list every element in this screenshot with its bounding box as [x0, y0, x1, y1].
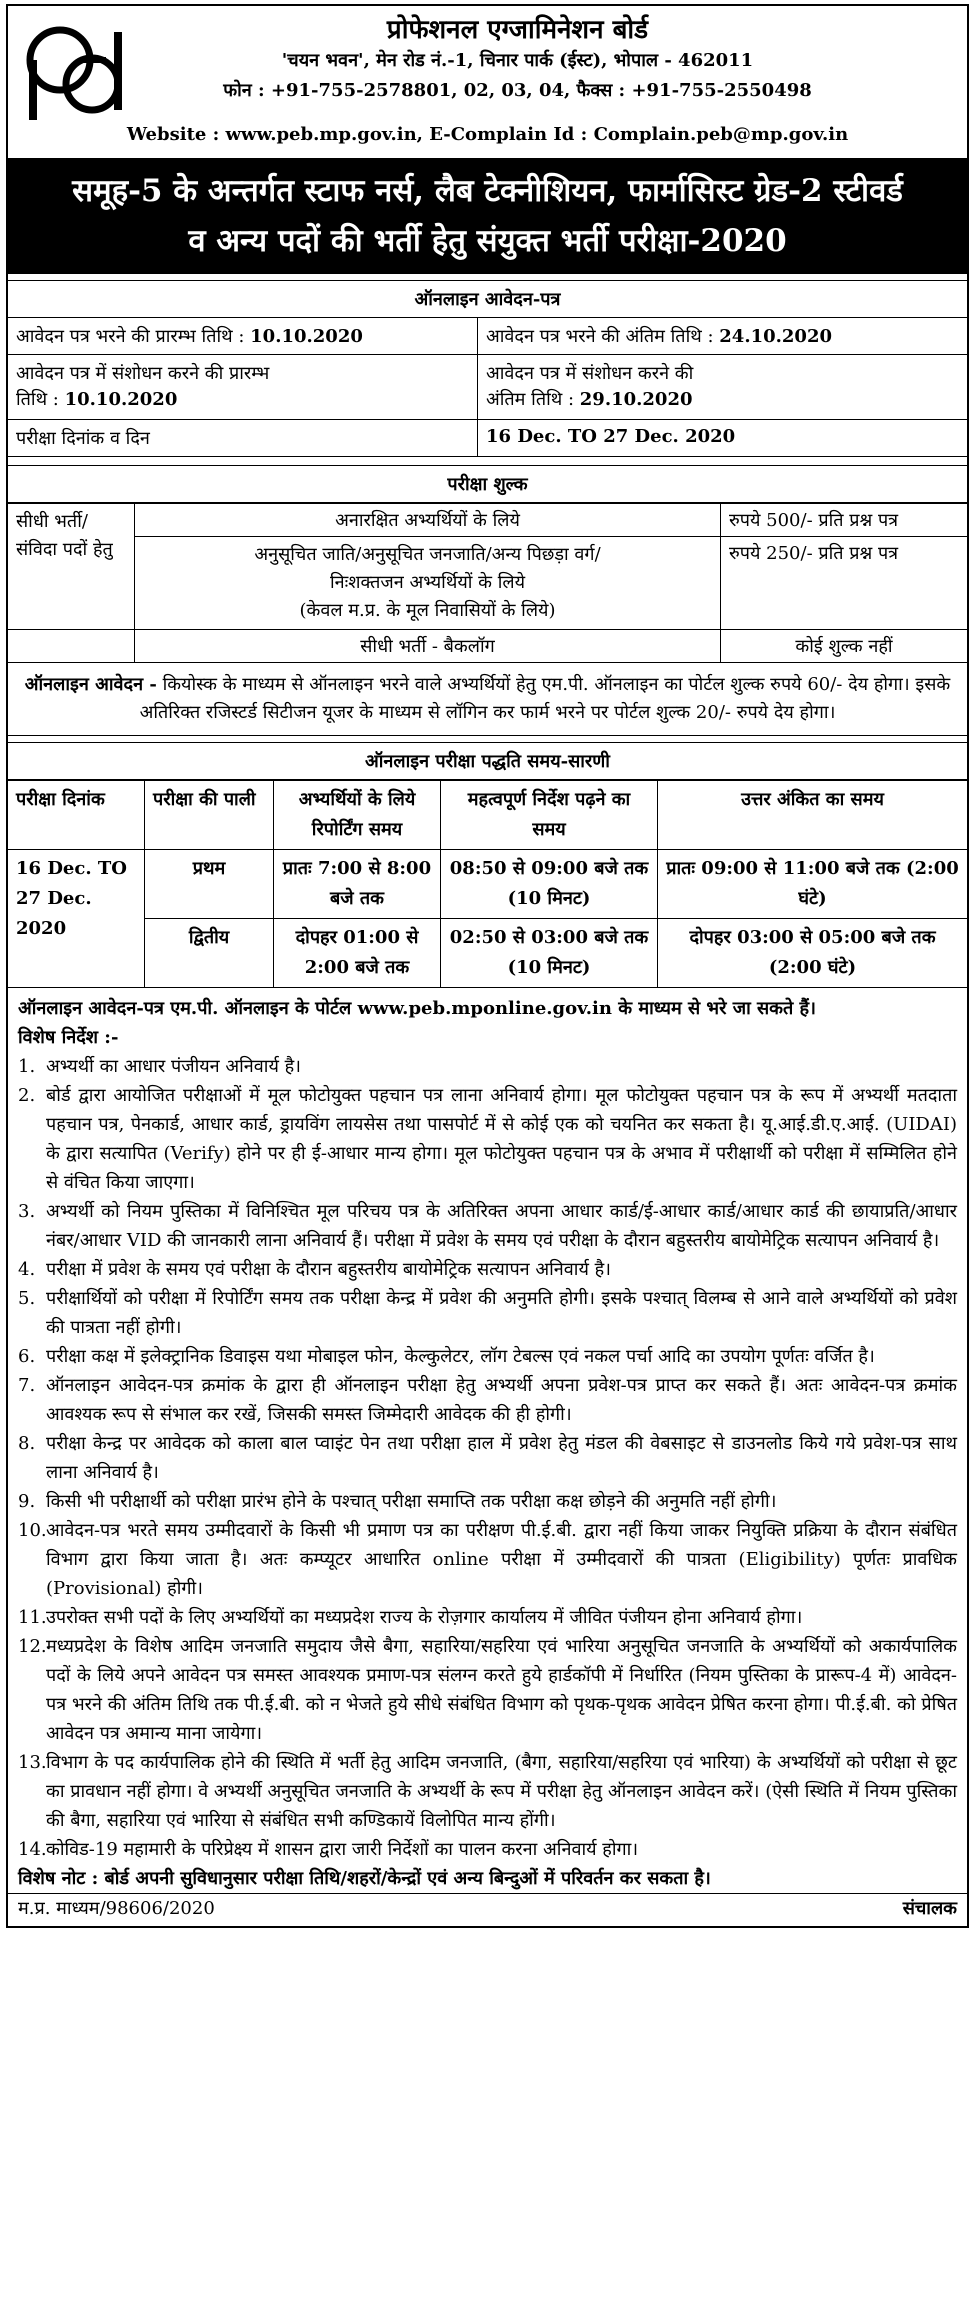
list-item [18, 1516, 957, 1603]
org-phone: फोन : +91-755-2578801, 02, 03, 04, फैक्स : +91-755-2550498 [223, 80, 812, 101]
instructions-heading: विशेष निर्देश :- [18, 1027, 119, 1048]
list-item [18, 1748, 957, 1835]
schedule-header-shift: परीक्षा की पाली [145, 781, 274, 850]
item-number: 6. [18, 1346, 36, 1367]
instructions [8, 988, 967, 1893]
portal-fee-note [8, 663, 967, 736]
list-item [18, 1081, 957, 1197]
online-form-title: ऑनलाइन आवेदन-पत्र [8, 280, 967, 318]
item-text: उपरोक्त सभी पदों के लिए अभ्यर्थियों का मध्यप्रदेश राज्य के रोज़गार कार्यालय में जीवित पंजीयन होना अनिवार्य होगा। [46, 1607, 803, 1628]
table-row [8, 850, 967, 919]
schedule-shift: द्वितीय [145, 919, 274, 988]
schedule-header-date: परीक्षा दिनांक [8, 781, 145, 850]
item-number: 3. [18, 1201, 36, 1222]
schedule-title: ऑनलाइन परीक्षा पद्धति समय-सारणी [8, 742, 967, 780]
instructions-list [18, 1052, 957, 1864]
correction-end-label-1: आवेदन पत्र में संशोधन करने की [486, 363, 694, 384]
item-text: विभाग के पद कार्यपालिक होने की स्थिति में भर्ती हेतु आदिम जनजाति, (बैगा, सहारिया/सहरिया एवं भारिया) के अभ्यर्थियों को परीक्षा से छूट का प्रावधान नहीं होगा। वे अभ्यर्थी अनुसूचित जनजाति के अभ्यर्थी के रूप में परीक्षा हेतु ऑनलाइन आवेदन करें। (ऐसी स्थिति में नियम पुस्तिका की बैगा, सहारिया एवं भारिया से संबंधित सभी कण्डिकायें विलोपित मान्य होंगी। [46, 1752, 957, 1831]
item-number: 14. [18, 1839, 47, 1860]
schedule-reporting: प्रातः 7:00 से 8:00 बजे तक [274, 850, 441, 919]
header [8, 6, 967, 160]
start-date-cell [8, 318, 478, 354]
special-note: विशेष नोट : बोर्ड अपनी सुविधानुसार परीक्षा तिथि/शहरों/केन्द्रों एवं अन्य बिन्दुओं में परिवर्तन कर सकता है। [18, 1868, 711, 1889]
start-date-value: 10.10.2020 [250, 326, 363, 347]
schedule-answer: प्रातः 09:00 से 11:00 बजे तक (2:00 घंटे) [658, 850, 968, 919]
table-row [8, 919, 967, 988]
exam-date-row [8, 420, 967, 457]
fee-backlog-value: कोई शुल्क नहीं [721, 630, 968, 663]
exam-date-value: 16 Dec. TO 27 Dec. 2020 [486, 426, 736, 447]
item-number: 12. [18, 1636, 47, 1657]
correction-dates-row [8, 355, 967, 420]
schedule-shift: प्रथम [145, 850, 274, 919]
schedule-header-reporting: अभ्यर्थियों के लिये रिपोर्टिंग समय [274, 781, 441, 850]
item-text: अभ्यर्थी को नियम पुस्तिका में विनिश्चित मूल परिचय पत्र के अतिरिक्त अपना आधार कार्ड/ई-आधार कार्ड/आधार कार्ड की छायाप्रति/आधार नंबर/आधार VID की जानकारी लाना अनिवार्य हैं। परीक्षा में प्रवेश के समय एवं परीक्षा के दौरान बहुस्तरीय बायोमेट्रिक सत्यापन अनिवार्य है। [46, 1201, 957, 1251]
fee-reserved-line-1: अनुसूचित जाति/अनुसूचित जनजाति/अन्य पिछड़ा वर्ग/ [254, 544, 601, 565]
end-date-value: 24.10.2020 [719, 326, 832, 347]
banner-line-2: व अन्य पदों की भर्ती हेतु संयुक्त भर्ती परीक्षा-2020 [188, 223, 787, 259]
footer-ref: म.प्र. माध्यम/98606/2020 [18, 1898, 215, 1919]
org-name: प्रोफेशनल एग्जामिनेशन बोर्ड [386, 15, 649, 45]
correction-start-label-1: आवेदन पत्र में संशोधन करने की प्रारम्भ [16, 363, 270, 384]
item-text: ऑनलाइन आवेदन-पत्र क्रमांक के द्वारा ही ऑनलाइन परीक्षा हेतु अभ्यर्थी अपना प्रवेश-पत्र प्राप्त कर सकते हैं। अतः आवेदन-पत्र क्रमांक आवश्यक रूप से संभाल कर रखें, जिसकी समस्त जिम्मेदारी आवेदक की ही होगी। [46, 1375, 957, 1425]
list-item [18, 1429, 957, 1487]
form-dates-row [8, 318, 967, 355]
correction-start-value: 10.10.2020 [64, 389, 178, 410]
fee-general-value: रुपये 500/- प्रति प्रश्न पत्र [721, 504, 968, 537]
exam-title-banner [8, 160, 967, 274]
item-text: मध्यप्रदेश के विशेष आदिम जनजाति समुदाय जैसे बैगा, सहारिया/सहरिया एवं भारिया अनुसूचित जनजाति के अभ्यर्थियों को अकार्यपालिक पदों के लिये अपने आवेदन पत्र समस्त आवश्यक प्रमाण-पत्र संलग्न करते हुये हार्डकॉपी में निर्धारित (नियम पुस्तिका के प्रारूप-4 में) आवेदन-पत्र भरने की अंतिम तिथि तक पी.ई.बी. को न भेजते हुये सीधे संबंधित विभाग को पृथक-पृथक आवेदन प्रेषित करना होगा। पी.ई.बी. को प्रेषित आवेदन पत्र अमान्य माना जायेगा। [46, 1636, 957, 1744]
fee-backlog-blank [8, 630, 135, 663]
exam-date-label: परीक्षा दिनांक व दिन [8, 420, 478, 456]
correction-end-cell [478, 355, 967, 419]
item-text: अभ्यर्थी का आधार पंजीयन अनिवार्य है। [46, 1056, 301, 1077]
schedule-instructions: 08:50 से 09:00 बजे तक (10 मिनट) [441, 850, 658, 919]
fee-backlog-label: सीधी भर्ती - बैकलॉग [135, 630, 721, 663]
footer [8, 1893, 967, 1926]
portal-note-text: कियोस्क के माध्यम से ऑनलाइन भरने वाले अभ्यर्थियों हेतु एम.पी. ऑनलाइन का पोर्टल शुल्क रुपये 60/- देय होगा। इसके अतिरिक्त रजिस्टर्ड सिटीजन यूजर के माध्यम से लॉगिन कर फार्म भरने पर पोर्टल शुल्क 20/- रुपये देय होगा। [139, 674, 951, 723]
item-text: परीक्षार्थियों को परीक्षा में रिपोर्टिंग समय तक परीक्षा केन्द्र में प्रवेश की अनुमति होगी। इसके पश्चात् विलम्ब से आने वाले अभ्यर्थियों को प्रवेश की पात्रता नहीं होगी। [46, 1288, 957, 1338]
schedule-header-instructions: महत्वपूर्ण निर्देश पढ़ने का समय [441, 781, 658, 850]
list-item [18, 1632, 957, 1748]
correction-end-value: 29.10.2020 [579, 389, 693, 410]
item-number: 10. [18, 1520, 47, 1541]
advertisement-page [6, 4, 969, 1928]
org-website: Website : www.peb.mp.gov.in, E-Complain Id : Complain.peb@mp.gov.in [126, 124, 849, 145]
fee-category: सीधी भर्ती/संविदा पदों हेतु [8, 504, 135, 630]
item-text: परीक्षा कक्ष में इलेक्ट्रानिक डिवाइस यथा मोबाइल फोन, केल्कुलेटर, लॉग टेबल्स एवं नकल पर्चा आदि का उपयोग पूर्णतः वर्जित है। [46, 1346, 875, 1367]
item-number: 5. [18, 1288, 36, 1309]
list-item [18, 1342, 957, 1371]
banner-line-1: समूह-5 के अन्तर्गत स्टाफ नर्स, लैब टेक्नीशियन, फार्मासिस्ट ग्रेड-2 स्टीवर्ड [72, 173, 903, 209]
fee-title: परीक्षा शुल्क [8, 465, 967, 503]
list-item [18, 1284, 957, 1342]
correction-start-label-2: तिथि : [16, 389, 59, 410]
list-item [18, 1197, 957, 1255]
end-date-label: आवेदन पत्र भरने की अंतिम तिथि : [486, 326, 714, 347]
schedule-answer: दोपहर 03:00 से 05:00 बजे तक (2:00 घंटे) [658, 919, 968, 988]
footer-signatory: संचालक [902, 1898, 957, 1919]
schedule-reporting: दोपहर 01:00 से 2:00 बजे तक [274, 919, 441, 988]
fee-reserved-value: रुपये 250/- प्रति प्रश्न पत्र [721, 537, 968, 630]
start-date-label: आवेदन पत्र भरने की प्रारम्भ तिथि : [16, 326, 245, 347]
list-item [18, 1835, 957, 1864]
item-number: 8. [18, 1433, 36, 1454]
end-date-cell [478, 318, 967, 354]
portal-note-bold: ऑनलाइन आवेदन - [24, 674, 157, 695]
list-item [18, 1603, 957, 1632]
schedule-instructions: 02:50 से 03:00 बजे तक (10 मिनट) [441, 919, 658, 988]
item-text: बोर्ड द्वारा आयोजित परीक्षाओं में मूल फोटोयुक्त पहचान पत्र लाना अनिवार्य होगा। मूल फोटोयुक्त पहचान पत्र के रूप में अभ्यर्थी मतदाता पहचान पत्र, पेनकार्ड, आधार कार्ड, ड्रायविंग लायसेस तथा पासपोर्ट में से कोई एक को चयनित कर सकता है। यू.आई.डी.ए.आई. (UIDAI) के द्वारा सत्यापित (Verify) होने पर ही ई-आधार मान्य होगा। मूल फोटोयुक्त पहचान पत्र के अभाव में परीक्षार्थी को परीक्षा में सम्मिलित होने से वंचित किया जाएगा। [46, 1085, 957, 1193]
fee-reserved-line-3: (केवल म.प्र. के मूल निवासियों के लिये) [299, 600, 556, 621]
fee-table [8, 503, 967, 663]
fee-general-label: अनारक्षित अभ्यर्थियों के लिये [135, 504, 721, 537]
item-number: 13. [18, 1752, 47, 1773]
item-number: 1. [18, 1056, 36, 1077]
item-text: कोविड-19 महामारी के परिप्रेक्ष्य में शासन द्वारा जारी निर्देशों का पालन करना अनिवार्य होगा। [46, 1839, 639, 1860]
correction-start-cell [8, 355, 478, 419]
item-number: 11. [18, 1607, 47, 1628]
item-number: 9. [18, 1491, 36, 1512]
item-number: 7. [18, 1375, 36, 1396]
list-item [18, 1487, 957, 1516]
schedule-table [8, 780, 967, 988]
item-text: परीक्षा केन्द्र पर आवेदक को काला बाल प्वाइंट पेन तथा परीक्षा हाल में प्रवेश हेतु मंडल की वेबसाइट से डाउनलोड किये गये प्रवेश-पत्र साथ लाना अनिवार्य है। [46, 1433, 957, 1483]
list-item [18, 1255, 957, 1284]
correction-end-label-2: अंतिम तिथि : [486, 389, 575, 410]
schedule-header-answer: उत्तर अंकित का समय [658, 781, 968, 850]
org-address: 'चयन भवन', मेन रोड नं.-1, चिनार पार्क (ईस्ट), भोपाल - 462011 [281, 50, 754, 71]
item-number: 2. [18, 1085, 36, 1106]
item-text: किसी भी परीक्षार्थी को परीक्षा प्रारंभ होने के पश्चात् परीक्षा समाप्ति तक परीक्षा कक्ष छोड़ने की अनुमति नहीं होगी। [46, 1491, 777, 1512]
schedule-date: 16 Dec. TO 27 Dec. 2020 [8, 850, 145, 988]
list-item [18, 1052, 957, 1081]
item-number: 4. [18, 1259, 36, 1280]
item-text: परीक्षा में प्रवेश के समय एवं परीक्षा के दौरान बहुस्तरीय बायोमेट्रिक सत्यापन अनिवार्य है। [46, 1259, 612, 1280]
instructions-intro: ऑनलाइन आवेदन-पत्र एम.पी. ऑनलाइन के पोर्टल www.peb.mponline.gov.in के माध्यम से भरे जा सकते हैं। [18, 998, 816, 1019]
fee-reserved-label [135, 537, 721, 630]
item-text: आवेदन-पत्र भरते समय उम्मीदवारों के किसी भी प्रमाण पत्र का परीक्षण पी.ई.बी. द्वारा नहीं किया जाकर नियुक्ति प्रक्रिया के दौरान संबंधित विभाग द्वारा किया जाता है। अतः कम्प्यूटर आधारित online परीक्षा में उम्मीदवारों की पात्रता (Eligibility) पूर्णतः प्रावधिक (Provisional) होगी। [46, 1520, 957, 1599]
list-item [18, 1371, 957, 1429]
fee-reserved-line-2: निःशक्तजन अभ्यर्थियों के लिये [329, 572, 526, 593]
